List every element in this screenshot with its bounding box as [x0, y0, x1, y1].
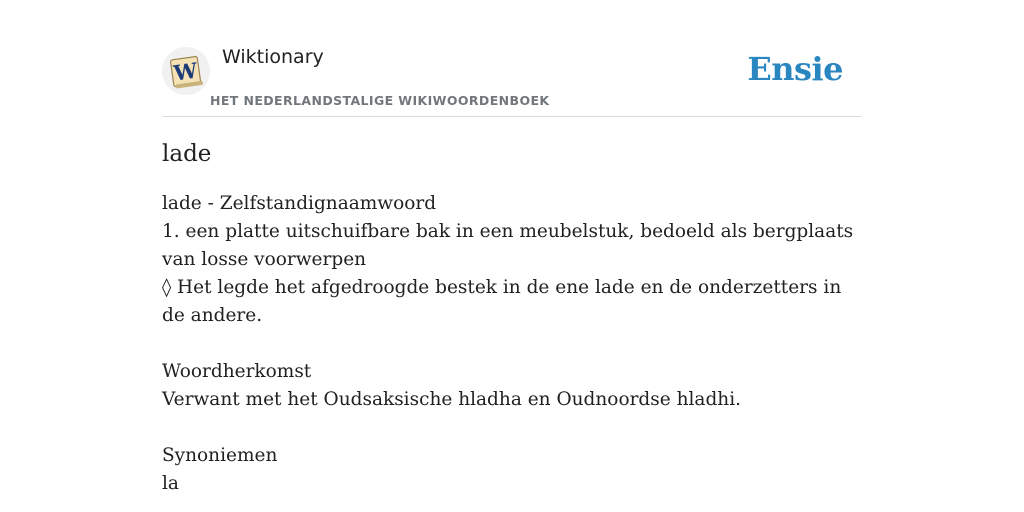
site-header: [162, 0, 862, 117]
definition-text: 1. een platte uitschuifbare bak in een meubelstuk, bedoeld als bergplaats van losse voorwerpen: [162, 221, 854, 270]
ensie-logo[interactable]: Ensie: [747, 50, 843, 88]
site-name[interactable]: Wiktionary: [222, 46, 324, 68]
wiktionary-logo-icon[interactable]: [162, 47, 210, 95]
spacer: [162, 414, 862, 442]
example-sentence: ◊ Het legde het afgedroogde bestek in de ene lade en de onderzetters in de andere.: [162, 277, 842, 326]
synonym-item: la: [162, 473, 179, 494]
part-of-speech-line: lade - Zelfstandignaamwoord: [162, 193, 437, 214]
entry-content: [162, 138, 862, 498]
synonyms-heading: Synoniemen: [162, 445, 278, 466]
spacer: [162, 330, 862, 358]
etymology-text: Verwant met het Oudsaksische hladha en Oudnoordse hladhi.: [162, 389, 742, 410]
page-title: lade: [162, 141, 212, 167]
svg-text:W: W: [172, 57, 199, 86]
etymology-heading: Woordherkomst: [162, 361, 312, 382]
site-tagline: HET NEDERLANDSTALIGE WIKIWOORDENBOEK: [210, 93, 550, 108]
